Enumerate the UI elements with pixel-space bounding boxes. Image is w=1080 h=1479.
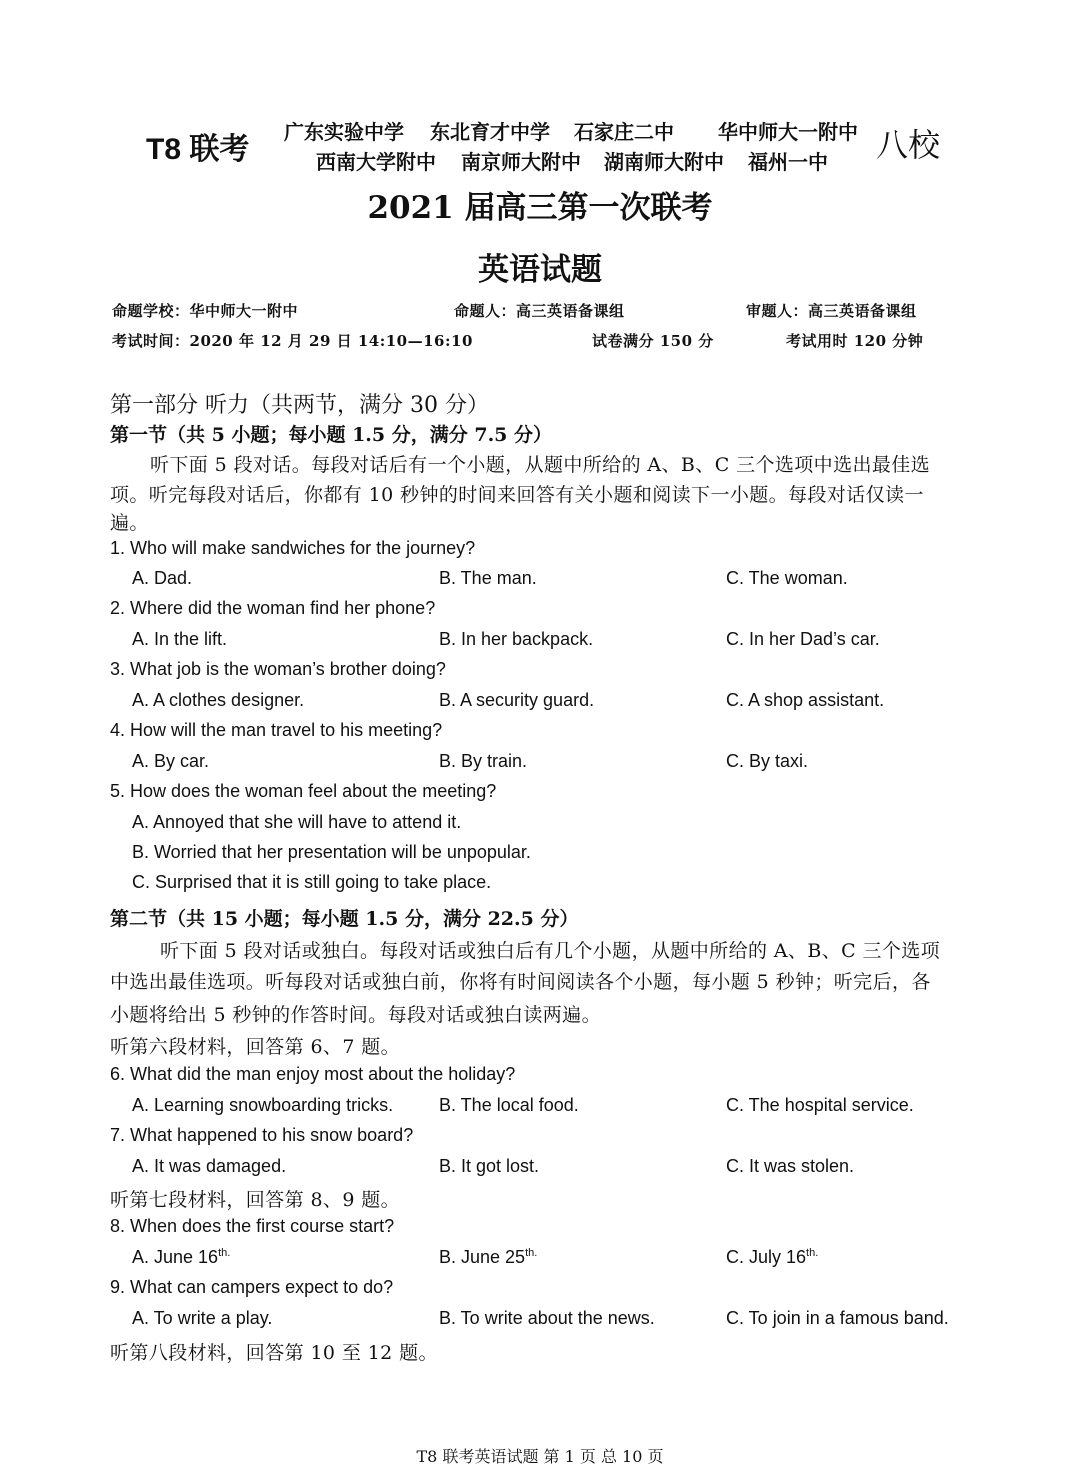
- question-text: 1. Who will make sandwiches for the journey?: [110, 538, 476, 558]
- instruction-line: 小题将给出 5 秒钟的作答时间。每段对话或独白读两遍。: [110, 1004, 601, 1026]
- page-title: 2021 届高三第一次联考: [367, 190, 713, 226]
- option-b: [439, 1247, 537, 1268]
- option-text: C. July 16: [726, 1247, 807, 1267]
- option-c: C. The woman.: [726, 568, 848, 588]
- instruction-line: 遍。: [110, 512, 149, 534]
- meta-duration: 考试用时 120 分钟: [786, 332, 924, 350]
- material-note: 听第八段材料，回答第 10 至 12 题。: [110, 1342, 438, 1364]
- page-subtitle: 英语试题: [478, 252, 602, 288]
- superscript: th.: [806, 1247, 819, 1259]
- option-b: B. Worried that her presentation will be unpopular.: [132, 842, 531, 862]
- school-name: 东北育才中学: [430, 120, 550, 144]
- option-a: A. By car.: [132, 751, 210, 771]
- option-a: A. It was damaged.: [132, 1156, 287, 1176]
- option-a: A. Annoyed that she will have to attend it.: [132, 812, 462, 832]
- instruction-line: 中选出最佳选项。听每段对话或独白前，你将有时间阅读各个小题，每小题 5 秒钟；听完后，各: [110, 971, 931, 993]
- meta-score: 试卷满分 150 分: [592, 332, 714, 350]
- question-text: 4. How will the man travel to his meeting?: [110, 720, 443, 740]
- meta-time: 考试时间：2020 年 12 月 29 日 14:10—16:10: [112, 332, 473, 350]
- school-name: 华中师大一附中: [718, 120, 858, 144]
- eight-schools-label: 八校: [876, 126, 941, 164]
- option-a: A. To write a play.: [132, 1308, 273, 1328]
- option-c: C. By taxi.: [726, 751, 809, 771]
- option-c: C. In her Dad’s car.: [726, 629, 880, 649]
- question-text: 2. Where did the woman find her phone?: [110, 598, 436, 618]
- option-b: B. The man.: [439, 568, 537, 588]
- option-a: A. In the lift.: [132, 629, 228, 649]
- school-name: 石家庄二中: [574, 120, 674, 144]
- school-name: 福州一中: [748, 150, 828, 174]
- option-text: B. June 25: [439, 1247, 526, 1267]
- instruction-line: 听下面 5 段对话。每段对话后有一个小题，从题中所给的 A、B、C 三个选项中选出最佳选: [150, 454, 931, 476]
- material-note: 听第六段材料，回答第 6、7 题。: [110, 1036, 401, 1058]
- option-b: B. It got lost.: [439, 1156, 540, 1176]
- option-c: C. The hospital service.: [726, 1095, 914, 1115]
- option-c: C. It was stolen.: [726, 1156, 855, 1176]
- school-name: 广东实验中学: [284, 120, 404, 144]
- option-a: A. Dad.: [132, 568, 193, 588]
- meta-author: 命题人：高三英语备课组: [454, 302, 625, 320]
- option-c: C. A shop assistant.: [726, 690, 885, 710]
- question-text: 9. What can campers expect to do?: [110, 1277, 394, 1297]
- material-note: 听第七段材料，回答第 8、9 题。: [110, 1189, 401, 1211]
- part-title: 第一部分 听力（共两节，满分 30 分）: [110, 393, 489, 418]
- school-name: 湖南师大附中: [604, 150, 724, 174]
- option-b: B. To write about the news.: [439, 1308, 655, 1328]
- question-text: 8. When does the first course start?: [110, 1216, 395, 1236]
- option-b: B. The local food.: [439, 1095, 579, 1115]
- question-text: 7. What happened to his snow board?: [110, 1125, 414, 1145]
- option-text: A. June 16: [132, 1247, 219, 1267]
- school-name: 西南大学附中: [316, 150, 436, 174]
- option-a: A. A clothes designer.: [132, 690, 305, 710]
- superscript: th.: [218, 1247, 231, 1259]
- option-b: B. A security guard.: [439, 690, 595, 710]
- instruction-line: 项。听完每段对话后，你都有 10 秒钟的时间来回答有关小题和阅读下一小题。每段对话仅读一: [110, 484, 924, 506]
- page-footer: T8 联考英语试题 第 1 页 总 10 页: [416, 1447, 664, 1466]
- option-a: A. Learning snowboarding tricks.: [132, 1095, 394, 1115]
- option-c: C. To join in a famous band.: [726, 1308, 949, 1328]
- meta-reviewer: 审题人：高三英语备课组: [746, 302, 917, 320]
- option-c: C. Surprised that it is still going to take place.: [132, 872, 492, 892]
- option-c: [726, 1247, 818, 1268]
- option-b: B. In her backpack.: [439, 629, 594, 649]
- superscript: th.: [525, 1247, 538, 1259]
- question-text: 5. How does the woman feel about the meeting?: [110, 781, 497, 801]
- instruction-line: 听下面 5 段对话或独白。每段对话或独白后有几个小题，从题中所给的 A、B、C 三个选项: [160, 940, 941, 962]
- option-a: [132, 1247, 230, 1268]
- school-name: 南京师大附中: [461, 150, 581, 174]
- option-b: B. By train.: [439, 751, 528, 771]
- question-text: 6. What did the man enjoy most about the holiday?: [110, 1064, 516, 1084]
- meta-school: 命题学校：华中师大一附中: [112, 302, 299, 320]
- question-text: 3. What job is the woman’s brother doing?: [110, 659, 446, 679]
- exam-name: T8 联考: [146, 133, 250, 166]
- section-title: 第一节（共 5 小题；每小题 1.5 分，满分 7.5 分）: [110, 424, 553, 446]
- section-title: 第二节（共 15 小题；每小题 1.5 分，满分 22.5 分）: [110, 908, 579, 930]
